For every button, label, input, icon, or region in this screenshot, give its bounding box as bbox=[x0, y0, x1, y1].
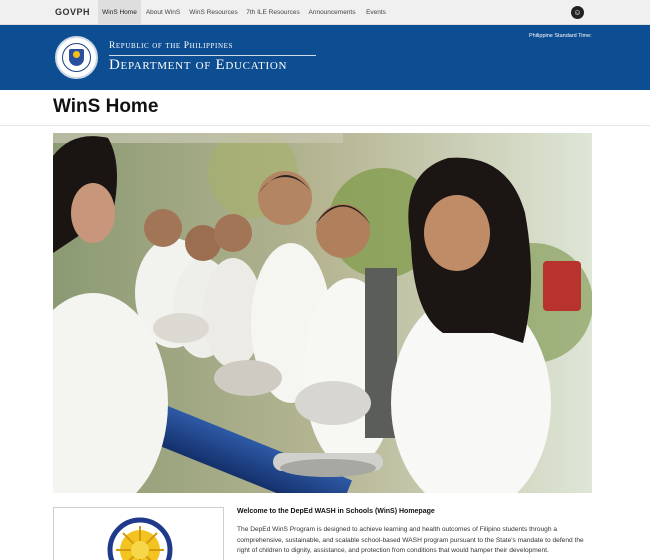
nav-item-wins-resources[interactable]: WinS Resources bbox=[189, 9, 238, 16]
top-navigation-bar bbox=[0, 0, 650, 25]
nav-item-announcements[interactable]: Announcements bbox=[308, 9, 356, 16]
welcome-heading: Welcome to the DepEd WASH in Schools (WinS) Homepage bbox=[237, 508, 435, 515]
govph-link[interactable]: GOVPH bbox=[55, 7, 91, 17]
philippine-standard-time: Philippine Standard Time: bbox=[529, 33, 592, 39]
nav-item-wins-home[interactable]: WinS Home bbox=[98, 0, 141, 25]
republic-label: Republic of the Philippines bbox=[109, 41, 234, 51]
program-description: The DepEd WinS Program is designed to achieve learning and health outcomes of Filipino students through a comprehensive, sustainable, and scalable school-based WASH program pursuant to the State's mandate to defend the right of children to dignity, assistance, and protection from conditions that would hamper their development. bbox=[237, 526, 584, 554]
nav-item-events[interactable]: Events bbox=[366, 9, 386, 16]
deped-seal-logo[interactable] bbox=[55, 36, 98, 79]
transparency-seal-logo[interactable] bbox=[53, 507, 224, 560]
page-title-bar bbox=[0, 90, 650, 126]
department-name: Department of Education bbox=[109, 57, 288, 73]
banner-divider bbox=[109, 55, 316, 56]
accessibility-icon[interactable]: ☺ bbox=[571, 6, 584, 19]
nav-item-about-wins[interactable]: About WinS bbox=[145, 9, 181, 16]
department-banner bbox=[0, 25, 650, 90]
hero-image bbox=[53, 133, 592, 493]
nav-item-7th-ile-resources[interactable]: 7th ILE Resources bbox=[246, 9, 300, 16]
page-title: WinS Home bbox=[53, 96, 159, 117]
